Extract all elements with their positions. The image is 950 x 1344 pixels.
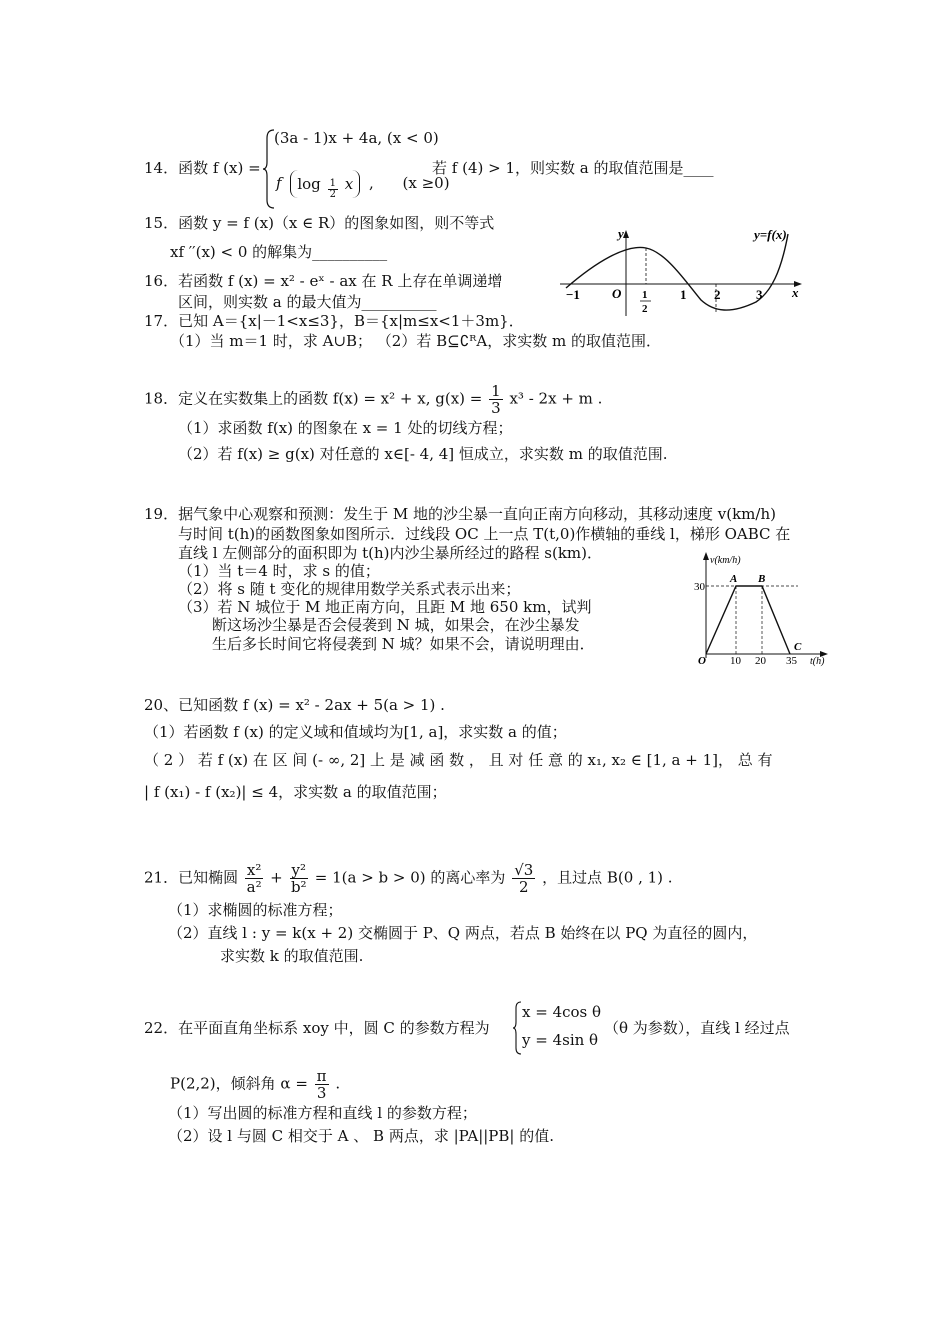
graph19-x-tick-35: 35 <box>786 655 797 667</box>
q21-p2b: 求实数 k 的取值范围. <box>220 947 364 965</box>
q22-tail: （θ 为参数），直线 l 经过点 <box>604 1019 790 1037</box>
q18-frac <box>489 383 503 416</box>
graph15-y-label: y <box>618 226 624 241</box>
graph19-x-tick-10: 10 <box>730 655 741 667</box>
q21-frac-y-den: b² <box>290 878 307 896</box>
graph15-curve-label: y=f(x) <box>754 227 787 242</box>
graph19-y-tick-30: 30 <box>694 581 705 593</box>
q14-case2 <box>276 170 450 198</box>
q22-line2 <box>170 1068 340 1101</box>
graph19-trapezoid <box>706 586 790 654</box>
q14-log-base-den: 2 <box>329 189 336 200</box>
q14-label: 14．函数 f (x) = <box>144 159 261 177</box>
q21-label: 21．已知椭圆 <box>144 868 239 887</box>
q20-p2b: | f (x₁) - f (x₂)| ≤ 4，求实数 a 的取值范围； <box>144 783 447 801</box>
graph19-y-label: v(km/h) <box>710 555 741 566</box>
graph19-point-B: B <box>758 573 766 585</box>
graph-q15 <box>556 222 812 318</box>
q21-eq: = 1(a > b > 0) 的离心率为 <box>314 868 506 887</box>
q21-line1 <box>144 862 673 895</box>
q21-tail: ，且过点 B(0 , 1) . <box>542 868 673 887</box>
q19-p3b: 断这场沙尘暴是否会侵袭到 N 城，如果会，在沙尘暴发 <box>212 616 580 634</box>
q19-p1: （1）当 t＝4 时，求 s 的值； <box>178 562 380 580</box>
q21-p2: （2）直线 l : y = k(x + 2) 交椭圆于 P、Q 两点，若点 B 始终在以 PQ 为直径的圆内， <box>168 924 758 942</box>
q18-frac-den: 3 <box>491 399 501 417</box>
q21-plus: + <box>270 868 283 887</box>
q19-p3a: （3）若 N 城位于 M 地正南方向，且距 M 地 650 km，试判 <box>178 598 592 616</box>
q18-line1-a: 18．定义在实数集上的函数 f(x) = x² + x, g(x) = <box>144 389 483 408</box>
q19-line1: 19．据气象中心观察和预测：发生于 M 地的沙尘暴一直向正南方向移动，其移动速度 v(km/h) <box>144 505 776 523</box>
q14-log-base <box>328 179 338 200</box>
q21-frac-y-num: y² <box>291 861 306 879</box>
graph19-x-tick-20: 20 <box>755 655 766 667</box>
q21-frac-e-num: √3 <box>514 861 534 879</box>
q22-frac-den: 3 <box>316 1084 327 1102</box>
q22-line2a: P(2,2)，倾斜角 α = <box>170 1074 308 1093</box>
q15-line2: xf ′′(x) < 0 的解集为__________ <box>170 243 388 261</box>
q22-sys2: y = 4sin θ <box>522 1031 599 1049</box>
q22-p2: （2）设 l 与圆 C 相交于 A 、 B 两点，求 |PA||PB| 的值. <box>168 1127 555 1145</box>
graph15-curve <box>566 234 788 310</box>
graph15-half-den: 2 <box>642 303 648 315</box>
q14-case2-f: f <box>276 174 282 192</box>
q19-line3: 直线 l 左侧部分的面积即为 t(h)内沙尘暴所经过的路程 s(km)． <box>178 544 602 562</box>
graph19-origin: O <box>698 655 706 667</box>
q19-line2: 与时间 t(h)的函数图象如图所示．过线段 OC 上一点 T(t,0)作横轴的垂线 l，梯形 OABC 在 <box>178 525 791 543</box>
q20-p1: （1）若函数 f (x) 的定义域和值域均为[1, a]，求实数 a 的值； <box>144 723 567 741</box>
q19-p2: （2）将 s 随 t 变化的规律用数学关系式表示出来； <box>178 580 521 598</box>
q18-line1 <box>144 383 602 416</box>
q20-line1: 20、已知函数 f (x) = x² - 2ax + 5(a > 1) . <box>144 696 445 714</box>
q17-line1: 17．已知 A＝{x|－1<x≤3}，B＝{x|m≤x<1＋3m}． <box>144 312 524 330</box>
q14-tail: 若 f (4) > 1，则实数 a 的取值范围是____ <box>432 159 714 177</box>
q18-frac-num: 1 <box>491 382 501 400</box>
q21-frac-y <box>290 862 309 895</box>
q14-case2-comma: , <box>368 174 374 192</box>
q17-line2: （1）当 m＝1 时，求 A∪B； （2）若 B⊆∁ᴿA，求实数 m 的取值范围． <box>170 332 661 350</box>
q21-frac-e-den: 2 <box>519 878 529 896</box>
q21-p1: （1）求椭圆的标准方程； <box>168 901 343 919</box>
q14-case1: (3a - 1)x + 4a, (x < 0) <box>274 129 439 147</box>
graph15-y-arrow <box>623 230 629 238</box>
q21-frac-x-num: x² <box>246 861 262 879</box>
graph15-tick-2: 2 <box>714 287 721 302</box>
q22-line2b: . <box>335 1074 341 1093</box>
q21-frac-e <box>512 862 535 895</box>
graph15-x-label: x <box>792 285 799 300</box>
q20-p2a: （ 2 ） 若 f (x) 在 区 间 (- ∞, 2] 上 是 减 函 数 ， 且 对 任 意 的 x₁, x₂ ∈ [1, a + 1]， 总 有 <box>144 751 773 769</box>
q22-p1: （1）写出圆的标准方程和直线 l 的参数方程； <box>168 1104 477 1122</box>
q16-line1: 16．若函数 f (x) = x² - eˣ - ax 在 R 上存在单调递增 <box>144 272 503 290</box>
q18-p1: （1）求函数 f(x) 的图象在 x = 1 处的切线方程； <box>178 419 513 437</box>
graph15-tick-neg1: −1 <box>566 287 580 302</box>
q18-line1-b: x³ - 2x + m . <box>509 389 603 408</box>
q22-label: 22．在平面直角坐标系 xoy 中，圆 C 的参数方程为 <box>144 1019 490 1037</box>
graph-q19 <box>690 550 832 668</box>
q18-p2: （2）若 f(x) ≥ g(x) 对任意的 x∈[- 4, 4] 恒成立，求实数 m 的取值范围. <box>178 445 668 463</box>
q22-frac <box>315 1068 329 1101</box>
graph15-tick-1: 1 <box>680 287 687 302</box>
graph15-tick-3: 3 <box>756 287 763 302</box>
q14-case2-log: log <box>297 175 321 193</box>
graph15-origin: O <box>612 286 622 301</box>
q22-brace <box>512 1000 522 1056</box>
q14-case2-cond: (x ≥0) <box>402 174 450 192</box>
graph19-point-A: A <box>730 573 738 585</box>
q16-line2: 区间，则实数 a 的最大值为__________ <box>178 293 437 311</box>
graph19-point-C: C <box>794 641 802 653</box>
q21-frac-x <box>245 862 263 895</box>
q15-line1: 15．函数 y = f (x)（x ∈ R）的图象如图，则不等式 <box>144 214 495 232</box>
q14-case2-paren <box>290 170 360 198</box>
q14-case2-x: x <box>344 175 354 193</box>
graph19-x-label: t(h) <box>810 656 825 667</box>
q22-frac-num: π <box>316 1067 327 1085</box>
graph15-half-num: 1 <box>642 289 648 301</box>
q19-p3c: 生后多长时间它将侵袭到 N 城？如果不会，请说明理由． <box>212 635 595 653</box>
q21-frac-x-den: a² <box>246 878 262 896</box>
q14-log-base-num: 1 <box>329 178 336 189</box>
graph19-y-arrow <box>703 552 709 560</box>
q22-sys1: x = 4cos θ <box>522 1003 602 1021</box>
